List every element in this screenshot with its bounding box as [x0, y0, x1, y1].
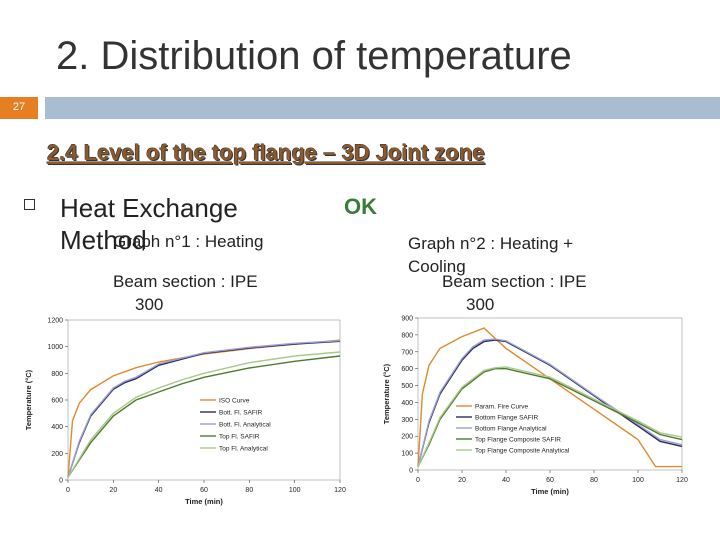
x-tick-label: 120 [334, 487, 346, 494]
y-tick-label: 800 [401, 332, 413, 340]
graph1-caption: Graph n°1 : Heating [113, 232, 264, 251]
y-tick-label: 700 [401, 349, 413, 357]
x-axis-label: Time (min) [531, 487, 569, 496]
y-tick-label: 0 [409, 467, 413, 475]
x-tick-label: 20 [458, 477, 466, 484]
graph2-beam-line2: 300 [466, 295, 495, 314]
x-tick-label: 120 [676, 477, 688, 484]
header-accent-bar [45, 97, 720, 119]
y-tick-label: 1000 [47, 344, 63, 352]
legend-label: Bott. Fl. SAFIR [219, 409, 263, 417]
chart-graph2-svg [380, 312, 690, 512]
ok-label: OK [344, 194, 377, 219]
y-tick-label: 300 [401, 416, 413, 424]
y-tick-label: 400 [401, 399, 413, 407]
y-tick-label: 200 [51, 450, 63, 458]
series-line [68, 356, 340, 477]
y-axis-label: Temperature (°C) [382, 363, 391, 425]
y-tick-label: 0 [59, 477, 63, 485]
x-axis-label: Time (min) [185, 497, 223, 506]
section-subtitle: 2.4 Level of the top flange – 3D Joint zone [47, 140, 485, 165]
graph1-beam-line1: Beam section : IPE [113, 272, 258, 291]
x-tick-label: 80 [245, 487, 254, 494]
y-tick-label: 500 [401, 383, 413, 391]
chart-graph2 [380, 312, 690, 512]
graph1-beam-section [113, 270, 258, 316]
legend-label: Bottom Flange Analytical [475, 425, 547, 433]
legend-label: Top Fl. SAFIR [219, 433, 260, 441]
legend-label: Bott. Fl. Analytical [219, 421, 271, 429]
slide-number: 27 [12, 101, 26, 113]
x-tick-label: 100 [632, 477, 644, 484]
y-tick-label: 900 [401, 315, 413, 323]
x-tick-label: 40 [154, 487, 163, 494]
slide-title: 2. Distribution of temperature [56, 34, 572, 78]
series-line [68, 352, 340, 477]
y-axis-label: Temperature (°C) [24, 369, 33, 431]
y-tick-label: 400 [51, 424, 63, 432]
legend-label: Top Flange Composite Analytical [475, 447, 570, 455]
x-tick-label: 80 [590, 477, 598, 484]
y-tick-label: 200 [401, 433, 413, 441]
series-line [418, 328, 682, 467]
graph2-caption: Graph n°2 : Heating + Cooling [408, 234, 574, 276]
x-tick-label: 60 [546, 477, 554, 484]
legend-label: Bottom Flange SAFIR [475, 414, 539, 422]
graph2-beam-section [442, 270, 587, 316]
y-tick-label: 600 [401, 366, 413, 374]
x-tick-label: 0 [66, 487, 70, 494]
x-tick-label: 40 [502, 477, 510, 484]
y-tick-label: 800 [51, 370, 63, 378]
chart-graph1-svg [22, 312, 362, 512]
x-tick-label: 60 [200, 487, 208, 494]
graph2-beam-line1: Beam section : IPE [442, 272, 587, 291]
legend-label: Top Flange Composite SAFIR [475, 436, 561, 444]
legend-label: Param. Fire Curve [475, 403, 529, 411]
x-tick-label: 0 [416, 477, 420, 484]
legend-label: ISO Curve [219, 397, 250, 405]
y-tick-label: 1200 [47, 317, 63, 325]
bullet-text: Heat Exchange Method [60, 193, 238, 255]
series-line [68, 341, 340, 477]
y-tick-label: 600 [51, 397, 63, 405]
square-bullet-icon [24, 199, 35, 210]
x-tick-label: 100 [288, 487, 301, 494]
x-tick-label: 20 [109, 487, 118, 494]
legend-label: Top Fl. Analytical [219, 445, 268, 453]
graph1-beam-line2: 300 [135, 295, 164, 314]
chart-graph1 [22, 312, 362, 512]
y-tick-label: 100 [401, 450, 413, 458]
